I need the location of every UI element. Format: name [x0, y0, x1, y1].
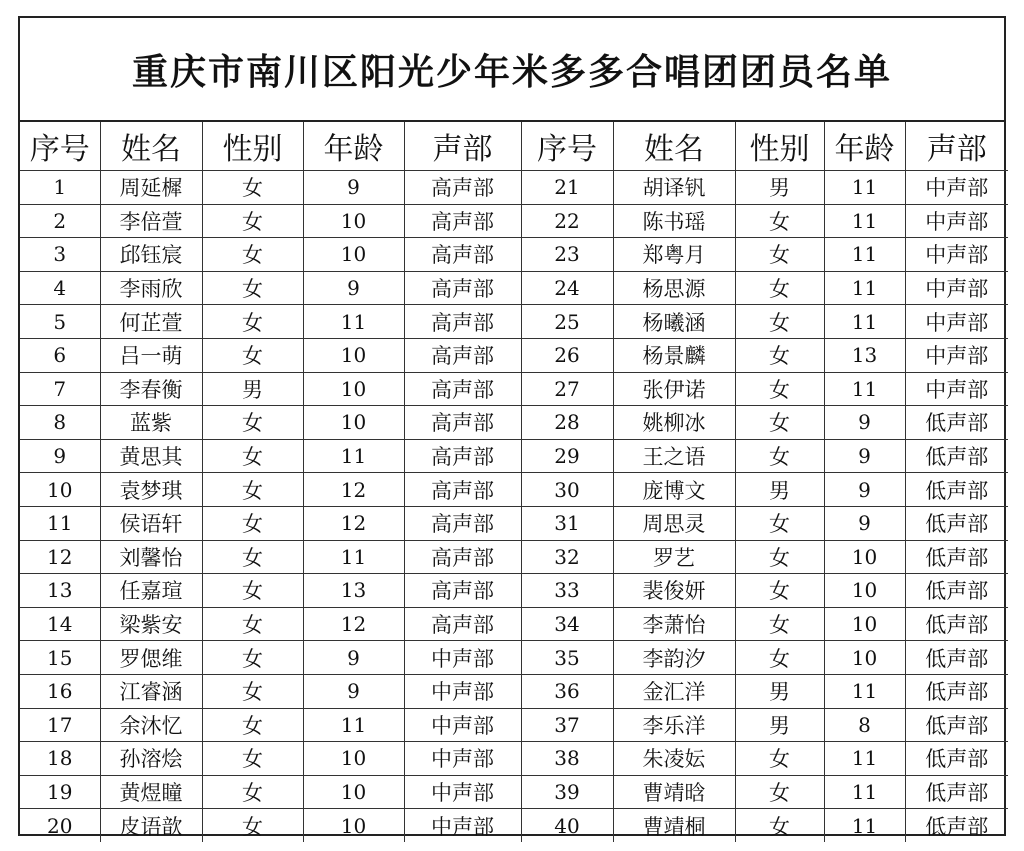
cell-name: 李萧怡	[613, 607, 735, 641]
cell-index: 36	[521, 674, 613, 708]
cell-age: 10	[824, 607, 905, 641]
cell-age: 11	[824, 775, 905, 809]
cell-name: 黄煜瞳	[100, 775, 202, 809]
cell-name: 曹靖晗	[613, 775, 735, 809]
cell-age: 12	[303, 473, 404, 507]
cell-age: 9	[824, 506, 905, 540]
cell-age: 8	[824, 708, 905, 742]
table-row	[20, 607, 1008, 641]
table-row	[20, 439, 1008, 473]
cell-gender: 女	[202, 473, 303, 507]
cell-age: 11	[303, 439, 404, 473]
header-index-right: 序号	[521, 122, 613, 171]
cell-gender: 女	[202, 540, 303, 574]
roster-table	[20, 122, 1008, 842]
cell-name: 梁紫安	[100, 607, 202, 641]
header-index-left: 序号	[20, 122, 100, 171]
cell-index: 37	[521, 708, 613, 742]
cell-age: 11	[824, 809, 905, 842]
cell-name: 李韵汐	[613, 641, 735, 675]
header-gender-right: 性别	[735, 122, 824, 171]
cell-index: 11	[20, 506, 100, 540]
table-row	[20, 406, 1008, 440]
cell-index: 15	[20, 641, 100, 675]
cell-gender: 女	[735, 271, 824, 305]
table-row	[20, 271, 1008, 305]
cell-gender: 女	[735, 238, 824, 272]
cell-gender: 女	[202, 809, 303, 842]
cell-gender: 女	[735, 607, 824, 641]
cell-voice-part: 低声部	[905, 506, 1008, 540]
cell-name: 袁梦琪	[100, 473, 202, 507]
cell-voice-part: 低声部	[905, 641, 1008, 675]
cell-index: 13	[20, 574, 100, 608]
cell-name: 杨思源	[613, 271, 735, 305]
cell-index: 17	[20, 708, 100, 742]
cell-age: 11	[824, 305, 905, 339]
cell-index: 5	[20, 305, 100, 339]
table-row	[20, 775, 1008, 809]
cell-age: 11	[303, 708, 404, 742]
cell-age: 10	[303, 338, 404, 372]
cell-gender: 女	[735, 305, 824, 339]
cell-index: 34	[521, 607, 613, 641]
cell-name: 周延樨	[100, 171, 202, 205]
header-name-left: 姓名	[100, 122, 202, 171]
cell-name: 李乐洋	[613, 708, 735, 742]
cell-age: 9	[824, 439, 905, 473]
cell-index: 4	[20, 271, 100, 305]
cell-gender: 男	[735, 171, 824, 205]
cell-index: 38	[521, 742, 613, 776]
cell-index: 28	[521, 406, 613, 440]
cell-voice-part: 高声部	[404, 607, 521, 641]
cell-name: 裴俊妍	[613, 574, 735, 608]
cell-voice-part: 高声部	[404, 506, 521, 540]
table-row	[20, 372, 1008, 406]
cell-age: 11	[824, 674, 905, 708]
cell-voice-part: 低声部	[905, 674, 1008, 708]
cell-age: 9	[303, 271, 404, 305]
cell-voice-part: 中声部	[905, 271, 1008, 305]
cell-index: 7	[20, 372, 100, 406]
cell-index: 32	[521, 540, 613, 574]
cell-voice-part: 中声部	[404, 674, 521, 708]
header-gender-left: 性别	[202, 122, 303, 171]
cell-gender: 女	[735, 372, 824, 406]
table-row	[20, 708, 1008, 742]
cell-age: 10	[303, 372, 404, 406]
cell-index: 26	[521, 338, 613, 372]
cell-voice-part: 高声部	[404, 305, 521, 339]
cell-index: 8	[20, 406, 100, 440]
cell-gender: 男	[735, 674, 824, 708]
cell-gender: 女	[202, 574, 303, 608]
cell-index: 23	[521, 238, 613, 272]
cell-voice-part: 高声部	[404, 439, 521, 473]
cell-age: 10	[303, 742, 404, 776]
cell-age: 10	[824, 540, 905, 574]
cell-age: 12	[303, 506, 404, 540]
cell-voice-part: 中声部	[404, 641, 521, 675]
cell-name: 蓝紫	[100, 406, 202, 440]
cell-name: 郑粤月	[613, 238, 735, 272]
table-row	[20, 204, 1008, 238]
table-row	[20, 238, 1008, 272]
table-row	[20, 674, 1008, 708]
cell-gender: 女	[735, 406, 824, 440]
cell-age: 10	[824, 574, 905, 608]
cell-voice-part: 中声部	[905, 171, 1008, 205]
cell-voice-part: 高声部	[404, 372, 521, 406]
cell-gender: 男	[202, 372, 303, 406]
cell-gender: 女	[202, 171, 303, 205]
cell-name: 曹靖桐	[613, 809, 735, 842]
cell-index: 24	[521, 271, 613, 305]
cell-age: 11	[824, 742, 905, 776]
cell-name: 吕一萌	[100, 338, 202, 372]
cell-gender: 女	[735, 574, 824, 608]
cell-gender: 女	[202, 641, 303, 675]
cell-voice-part: 高声部	[404, 271, 521, 305]
cell-gender: 女	[735, 775, 824, 809]
cell-voice-part: 高声部	[404, 406, 521, 440]
cell-age: 9	[303, 641, 404, 675]
cell-name: 李雨欣	[100, 271, 202, 305]
cell-age: 10	[824, 641, 905, 675]
cell-index: 1	[20, 171, 100, 205]
header-voice-part-left: 声部	[404, 122, 521, 171]
cell-voice-part: 高声部	[404, 574, 521, 608]
header-age-left: 年龄	[303, 122, 404, 171]
cell-gender: 女	[202, 607, 303, 641]
cell-name: 胡译钒	[613, 171, 735, 205]
cell-voice-part: 高声部	[404, 540, 521, 574]
table-row	[20, 506, 1008, 540]
cell-voice-part: 高声部	[404, 238, 521, 272]
cell-age: 11	[824, 204, 905, 238]
cell-name: 金汇洋	[613, 674, 735, 708]
cell-voice-part: 低声部	[905, 708, 1008, 742]
header-voice-part-right: 声部	[905, 122, 1008, 171]
cell-gender: 女	[202, 506, 303, 540]
table-row	[20, 540, 1008, 574]
cell-voice-part: 低声部	[905, 809, 1008, 842]
cell-age: 9	[303, 171, 404, 205]
cell-gender: 女	[202, 439, 303, 473]
cell-age: 9	[824, 473, 905, 507]
cell-voice-part: 高声部	[404, 473, 521, 507]
cell-gender: 女	[202, 708, 303, 742]
cell-name: 王之语	[613, 439, 735, 473]
cell-name: 姚柳冰	[613, 406, 735, 440]
cell-name: 杨曦涵	[613, 305, 735, 339]
cell-name: 周思灵	[613, 506, 735, 540]
cell-index: 21	[521, 171, 613, 205]
cell-name: 江睿涵	[100, 674, 202, 708]
cell-age: 13	[303, 574, 404, 608]
cell-index: 20	[20, 809, 100, 842]
cell-index: 39	[521, 775, 613, 809]
cell-age: 11	[824, 238, 905, 272]
cell-gender: 女	[735, 540, 824, 574]
cell-index: 30	[521, 473, 613, 507]
cell-name: 杨景麟	[613, 338, 735, 372]
cell-voice-part: 中声部	[404, 809, 521, 842]
cell-index: 19	[20, 775, 100, 809]
cell-voice-part: 低声部	[905, 607, 1008, 641]
cell-voice-part: 中声部	[404, 775, 521, 809]
table-body	[20, 171, 1008, 842]
cell-name: 余沐忆	[100, 708, 202, 742]
cell-voice-part: 高声部	[404, 171, 521, 205]
cell-index: 29	[521, 439, 613, 473]
cell-gender: 女	[202, 406, 303, 440]
cell-age: 11	[824, 171, 905, 205]
cell-index: 14	[20, 607, 100, 641]
cell-index: 16	[20, 674, 100, 708]
cell-voice-part: 高声部	[404, 204, 521, 238]
cell-gender: 男	[735, 473, 824, 507]
table-row	[20, 473, 1008, 507]
cell-gender: 女	[735, 204, 824, 238]
cell-voice-part: 高声部	[404, 338, 521, 372]
table-row	[20, 305, 1008, 339]
table-row	[20, 809, 1008, 842]
cell-age: 11	[303, 540, 404, 574]
cell-name: 李倍萱	[100, 204, 202, 238]
cell-age: 13	[824, 338, 905, 372]
cell-voice-part: 低声部	[905, 574, 1008, 608]
cell-gender: 女	[202, 305, 303, 339]
cell-name: 李春衡	[100, 372, 202, 406]
cell-age: 11	[824, 372, 905, 406]
cell-voice-part: 中声部	[905, 204, 1008, 238]
cell-voice-part: 低声部	[905, 540, 1008, 574]
cell-age: 10	[303, 775, 404, 809]
cell-age: 10	[303, 406, 404, 440]
cell-name: 邱钰宸	[100, 238, 202, 272]
cell-index: 3	[20, 238, 100, 272]
cell-voice-part: 低声部	[905, 742, 1008, 776]
header-age-right: 年龄	[824, 122, 905, 171]
cell-index: 27	[521, 372, 613, 406]
cell-age: 12	[303, 607, 404, 641]
cell-gender: 女	[202, 775, 303, 809]
cell-name: 朱凌妘	[613, 742, 735, 776]
cell-gender: 女	[202, 742, 303, 776]
cell-gender: 女	[202, 238, 303, 272]
cell-age: 10	[303, 238, 404, 272]
cell-index: 33	[521, 574, 613, 608]
cell-name: 皮语歆	[100, 809, 202, 842]
cell-name: 陈书瑶	[613, 204, 735, 238]
cell-voice-part: 低声部	[905, 406, 1008, 440]
cell-index: 18	[20, 742, 100, 776]
cell-voice-part: 低声部	[905, 473, 1008, 507]
cell-gender: 女	[202, 338, 303, 372]
cell-gender: 女	[735, 742, 824, 776]
cell-index: 6	[20, 338, 100, 372]
cell-name: 罗偲维	[100, 641, 202, 675]
document-title: 重庆市南川区阳光少年米多多合唱团团员名单	[20, 18, 1004, 122]
table-row	[20, 574, 1008, 608]
cell-age: 11	[824, 271, 905, 305]
cell-name: 何芷萱	[100, 305, 202, 339]
table-row	[20, 742, 1008, 776]
cell-gender: 女	[202, 204, 303, 238]
cell-age: 10	[303, 809, 404, 842]
cell-index: 9	[20, 439, 100, 473]
cell-name: 刘馨怡	[100, 540, 202, 574]
cell-index: 35	[521, 641, 613, 675]
cell-name: 侯语轩	[100, 506, 202, 540]
cell-gender: 女	[735, 338, 824, 372]
cell-index: 2	[20, 204, 100, 238]
cell-age: 9	[824, 406, 905, 440]
cell-name: 罗艺	[613, 540, 735, 574]
cell-index: 31	[521, 506, 613, 540]
cell-index: 25	[521, 305, 613, 339]
cell-gender: 女	[202, 674, 303, 708]
cell-index: 12	[20, 540, 100, 574]
cell-voice-part: 中声部	[905, 338, 1008, 372]
cell-gender: 女	[735, 439, 824, 473]
roster-sheet	[18, 16, 1006, 839]
table-header-row	[20, 122, 1008, 171]
table-row	[20, 641, 1008, 675]
cell-voice-part: 中声部	[404, 708, 521, 742]
header-name-right: 姓名	[613, 122, 735, 171]
cell-gender: 女	[735, 809, 824, 842]
cell-voice-part: 中声部	[905, 238, 1008, 272]
cell-name: 庞博文	[613, 473, 735, 507]
cell-voice-part: 中声部	[905, 305, 1008, 339]
cell-gender: 女	[202, 271, 303, 305]
table-row	[20, 338, 1008, 372]
cell-voice-part: 低声部	[905, 439, 1008, 473]
cell-age: 9	[303, 674, 404, 708]
cell-name: 任嘉瑄	[100, 574, 202, 608]
cell-age: 11	[303, 305, 404, 339]
cell-gender: 女	[735, 641, 824, 675]
table-row	[20, 171, 1008, 205]
cell-index: 22	[521, 204, 613, 238]
cell-index: 10	[20, 473, 100, 507]
cell-voice-part: 中声部	[905, 372, 1008, 406]
cell-voice-part: 中声部	[404, 742, 521, 776]
cell-gender: 男	[735, 708, 824, 742]
cell-index: 40	[521, 809, 613, 842]
cell-name: 孙溶烩	[100, 742, 202, 776]
cell-gender: 女	[735, 506, 824, 540]
cell-name: 黄思其	[100, 439, 202, 473]
cell-name: 张伊诺	[613, 372, 735, 406]
cell-age: 10	[303, 204, 404, 238]
cell-voice-part: 低声部	[905, 775, 1008, 809]
